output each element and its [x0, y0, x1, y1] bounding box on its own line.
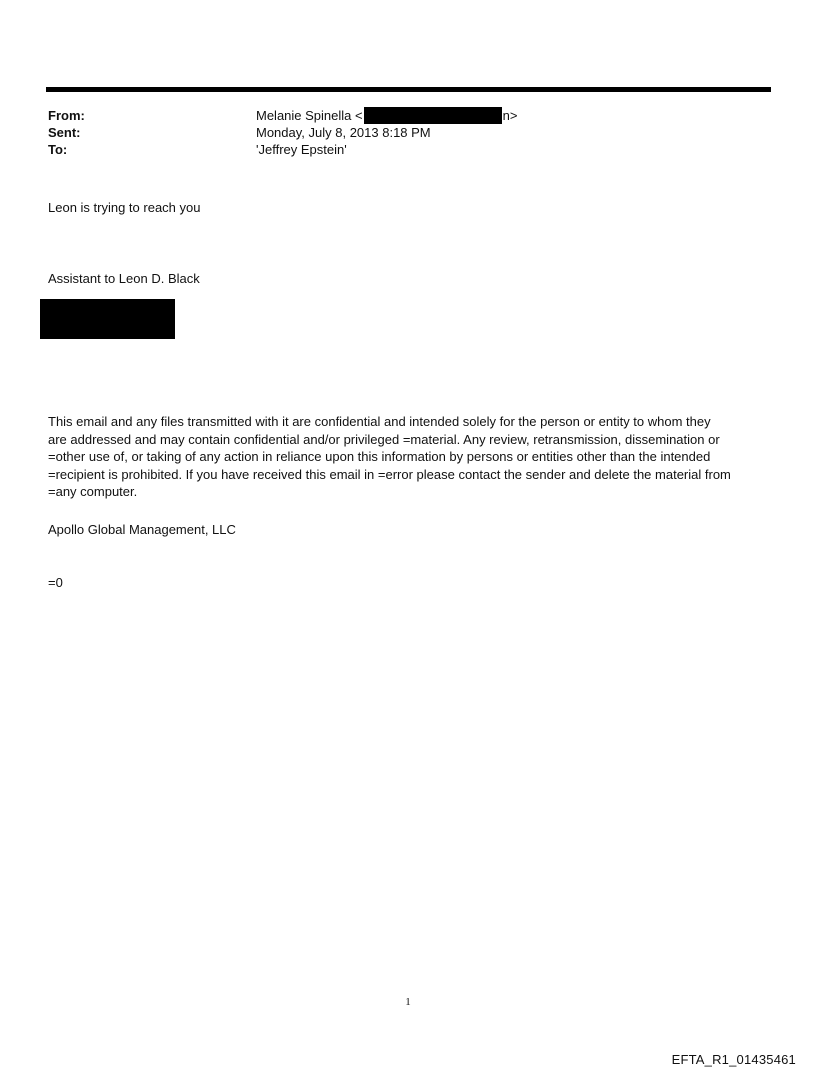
- from-row: [48, 107, 768, 124]
- email-header: [48, 107, 768, 158]
- from-label: From:: [48, 108, 85, 123]
- from-value-prefix: Melanie Spinella <: [256, 108, 363, 123]
- disclaimer-line: =any computer.: [48, 484, 138, 500]
- document-id: EFTA_R1_01435461: [671, 1052, 796, 1067]
- message-trailer: =0: [48, 575, 63, 590]
- from-value: [256, 107, 517, 125]
- disclaimer-line: =other use of, or taking of any action in reliance upon this information by persons or entities other than the intended: [48, 449, 711, 465]
- message-text: Leon is trying to reach you: [48, 200, 201, 215]
- header-rule: [46, 87, 771, 92]
- disclaimer-line: This email and any files transmitted with it are confidential and intended solely for the person or entity to whom they: [48, 414, 711, 429]
- company-name: Apollo Global Management, LLC: [48, 522, 236, 537]
- email-address-redaction: [364, 107, 502, 124]
- to-row: [48, 141, 768, 158]
- disclaimer-line: are addressed and may contain confidential and/or privileged =material. Any review, retransmission, dissemination or: [48, 431, 720, 447]
- to-label: To:: [48, 142, 68, 157]
- page-number: 1: [405, 996, 411, 1008]
- sent-label: Sent:: [48, 125, 81, 140]
- to-value: 'Jeffrey Epstein': [256, 142, 347, 157]
- signature-redaction: [40, 299, 175, 339]
- disclaimer-line: =recipient is prohibited. If you have received this email in =error please contact the sender and delete the material from: [48, 466, 731, 482]
- sent-row: [48, 124, 768, 141]
- signature-title: Assistant to Leon D. Black: [48, 271, 200, 286]
- sent-value: Monday, July 8, 2013 8:18 PM: [256, 125, 431, 140]
- confidentiality-disclaimer: [48, 413, 773, 501]
- from-value-suffix: n>: [502, 108, 518, 123]
